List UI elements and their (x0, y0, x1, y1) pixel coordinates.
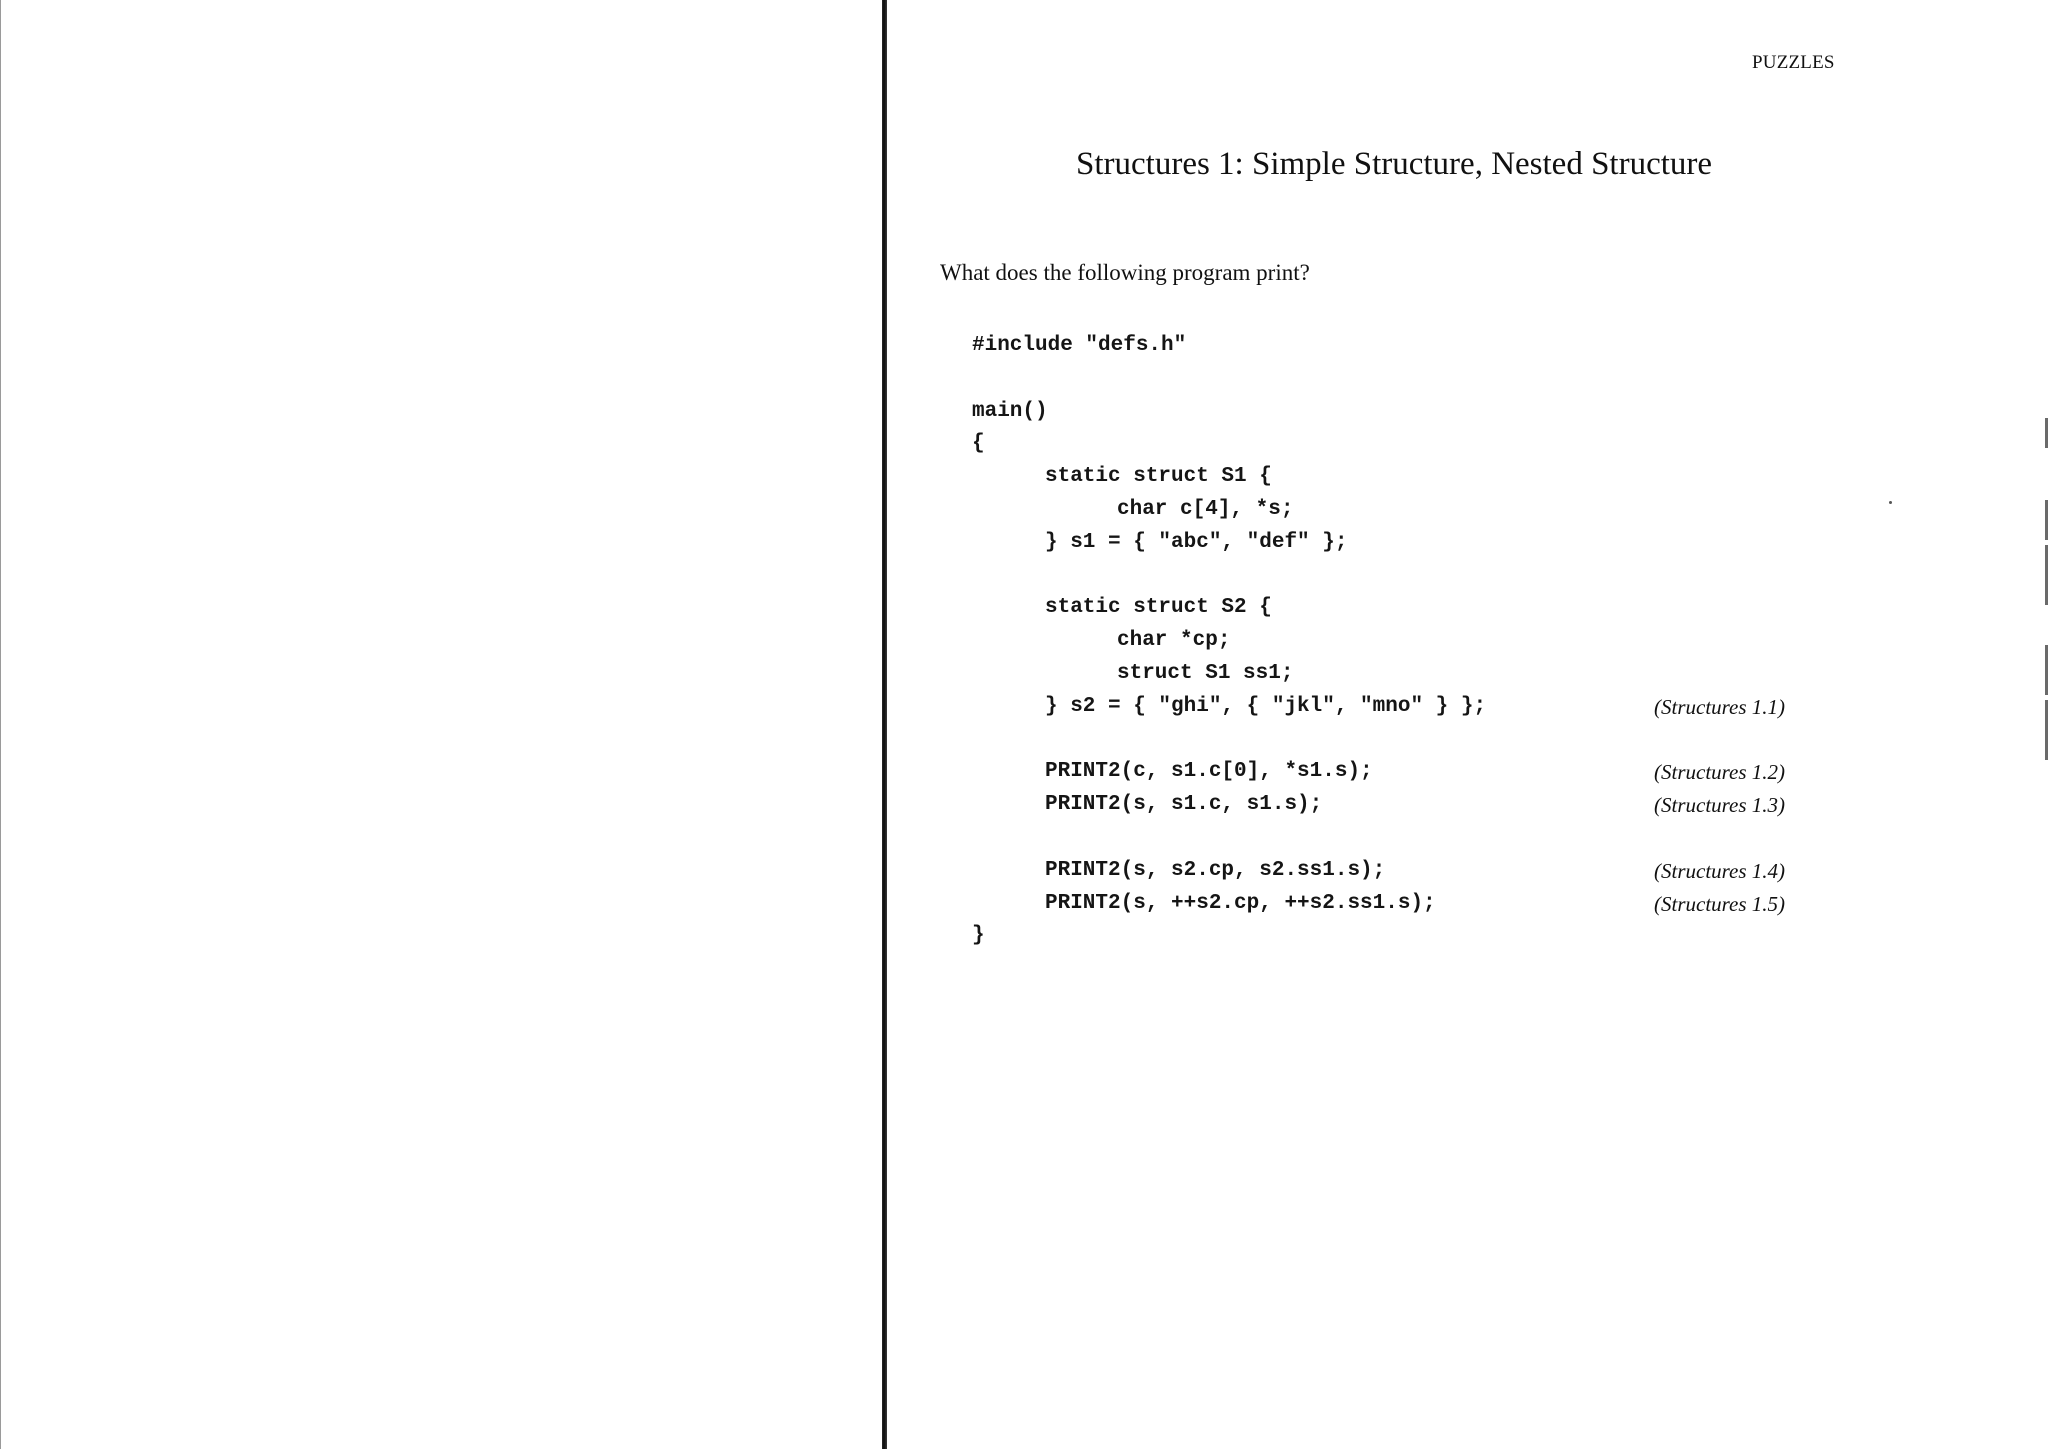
blank-left-page (0, 0, 884, 1449)
code-line-blank (972, 822, 1486, 855)
code-line-s2-ss1: struct S1 ss1; (1117, 661, 1294, 685)
code-line-s1-member: char c[4], *s; (1117, 497, 1294, 521)
book-gutter (882, 0, 887, 1449)
code-line-open-brace: { (972, 432, 985, 456)
reference-label-1-2: (Structures 1.2) (1654, 760, 1786, 784)
code-line-s2-cp: char *cp; (1117, 629, 1231, 653)
code-line-main: main() (972, 399, 1048, 423)
code-line-blank (972, 724, 1486, 757)
question-text: What does the following program print? (940, 260, 1310, 285)
code-line-s1-init: } s1 = { "abc", "def" }; (1045, 530, 1348, 554)
code-line-s2-init: } s2 = { "ghi", { "jkl", "mno" } }; (1045, 694, 1487, 718)
reference-label-1-3: (Structures 1.3) (1654, 793, 1786, 817)
scan-speck (1889, 501, 1892, 504)
code-line-close-brace: } (972, 924, 985, 948)
running-head: PUZZLES (1752, 52, 1835, 73)
code-line-print-1-2: PRINT2(c, s1.c[0], *s1.s); (1045, 760, 1373, 784)
reference-label-1-4: (Structures 1.4) (1654, 859, 1786, 883)
code-listing (972, 330, 1486, 953)
code-line-print-1-5: PRINT2(s, ++s2.cp, ++s2.ss1.s); (1045, 891, 1436, 915)
code-line-blank (972, 560, 1486, 593)
code-line-include: #include "defs.h" (972, 334, 1187, 357)
code-line-print-1-4: PRINT2(s, s2.cp, s2.ss1.s); (1045, 858, 1386, 882)
code-line-blank (972, 363, 1486, 396)
page-edge (0, 0, 1, 1449)
reference-label-1-1: (Structures 1.1) (1654, 695, 1786, 719)
reference-label-1-5: (Structures 1.5) (1654, 892, 1786, 916)
code-line-s2-decl: static struct S2 { (1045, 596, 1272, 620)
code-line-print-1-3: PRINT2(s, s1.c, s1.s); (1045, 793, 1323, 817)
code-line-s1-decl: static struct S1 { (1045, 465, 1272, 489)
section-title: Structures 1: Simple Structure, Nested Structure (1076, 146, 1713, 182)
